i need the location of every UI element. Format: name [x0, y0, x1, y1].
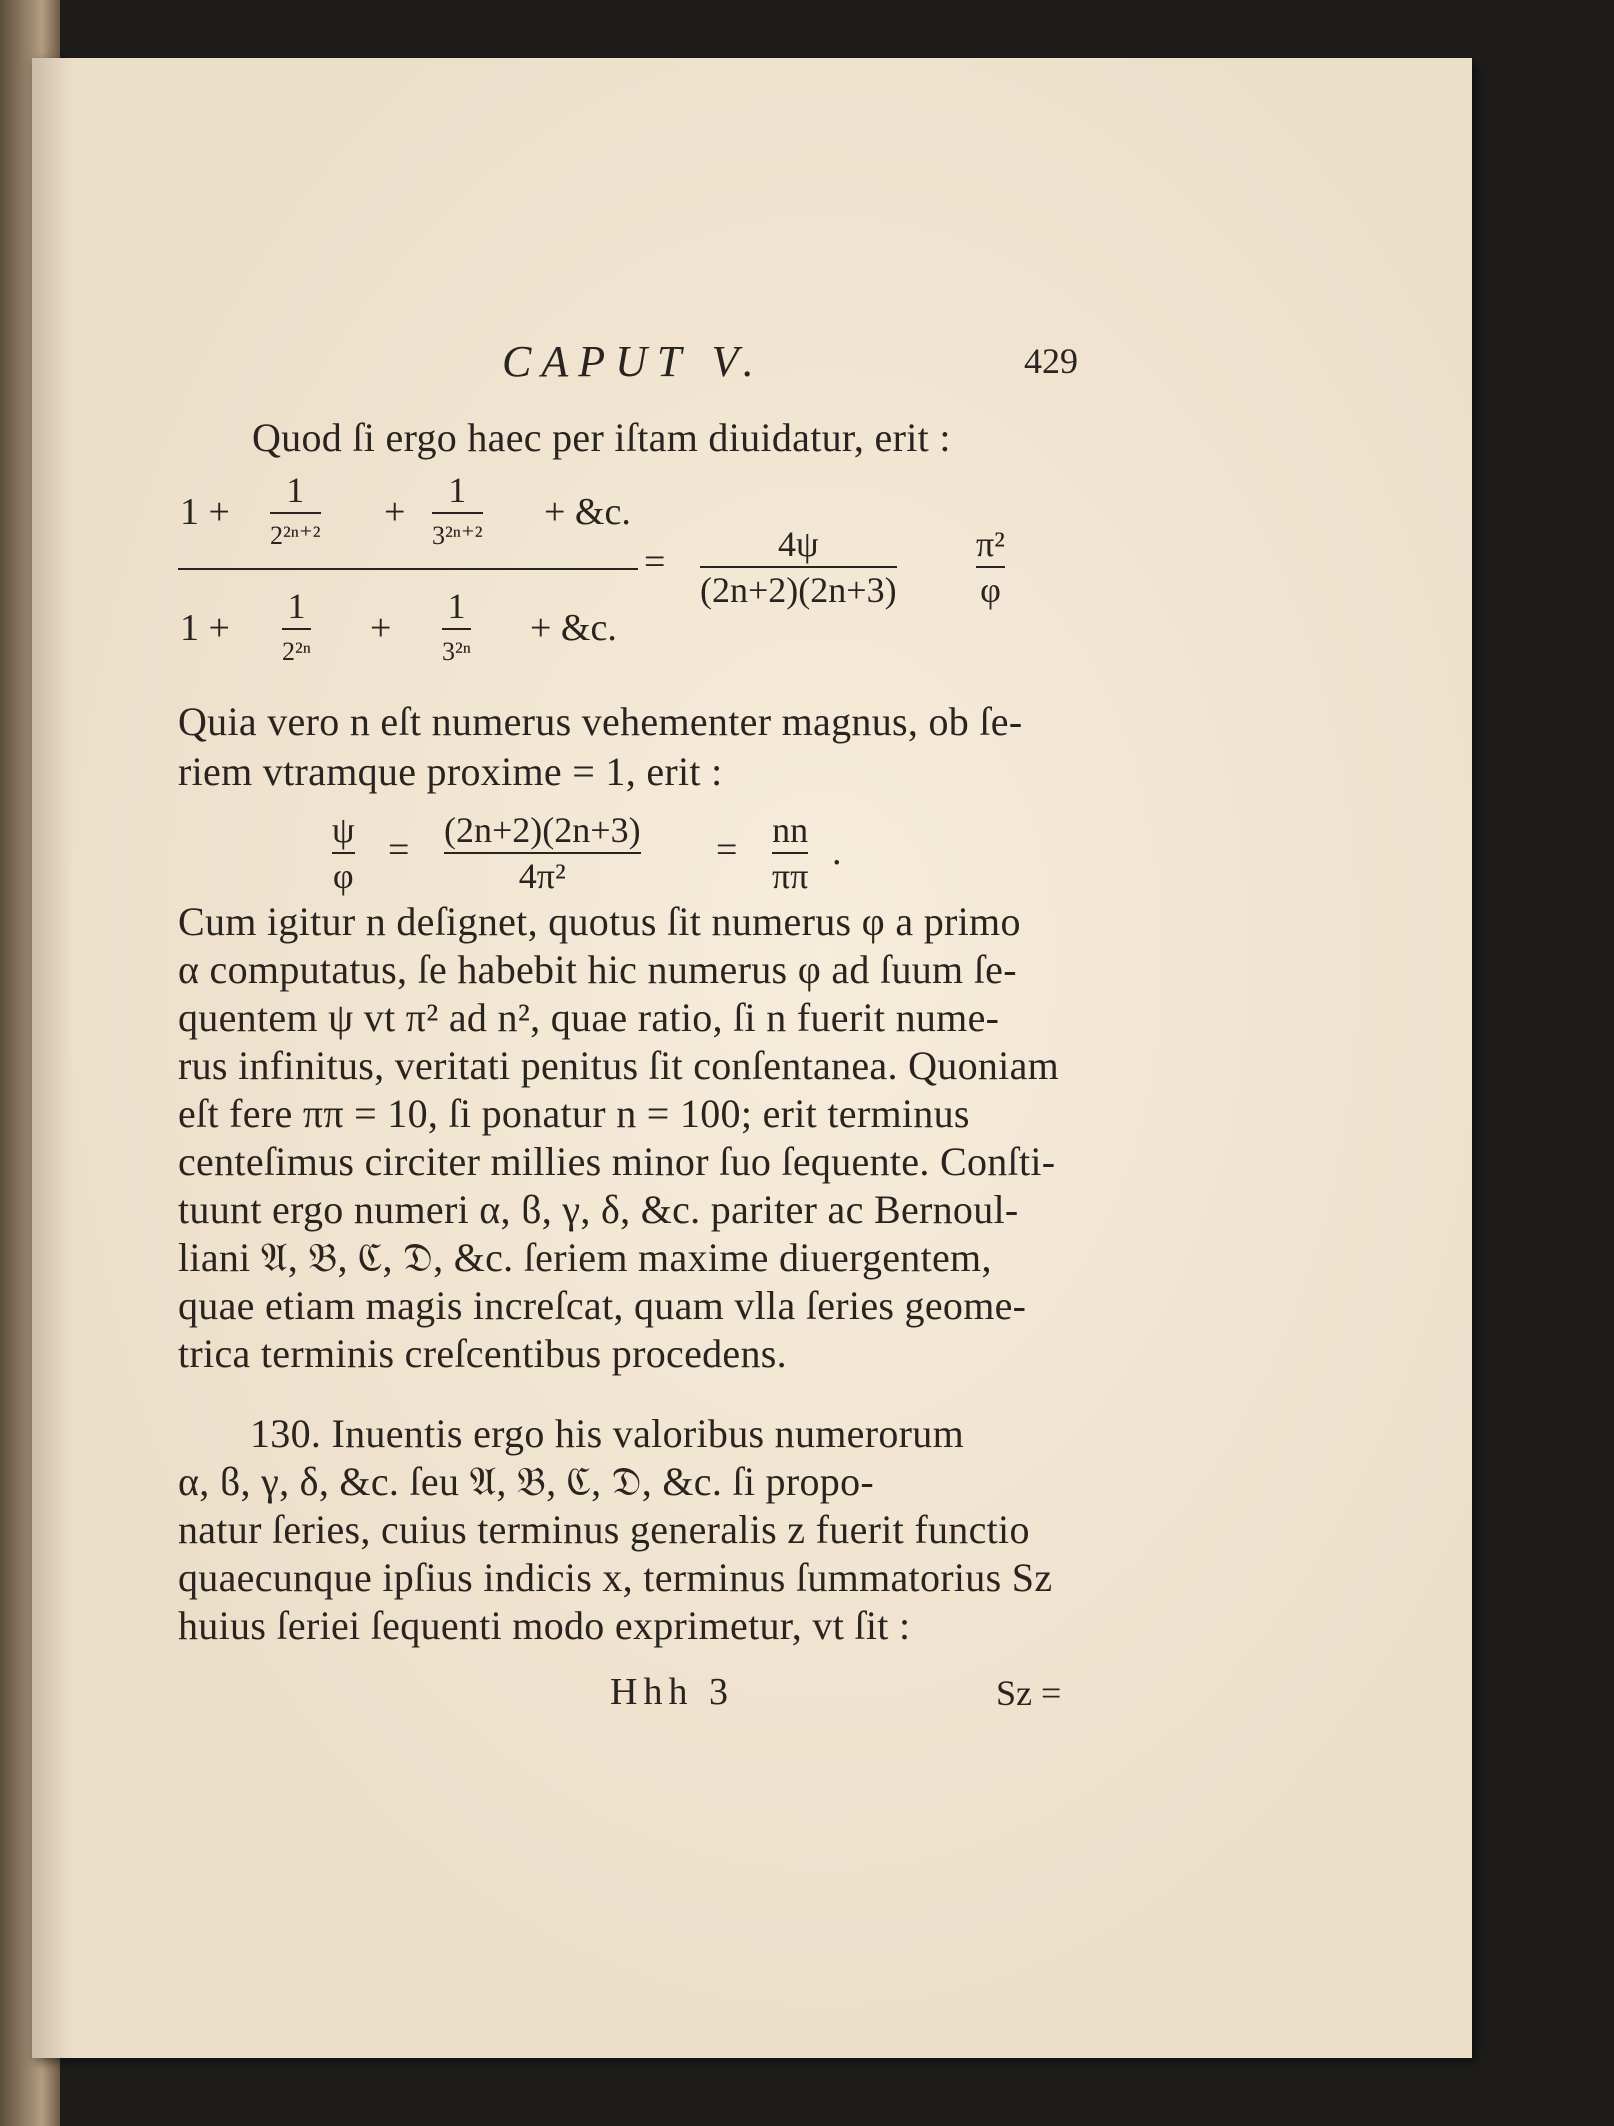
- catchword: Sz =: [996, 1673, 1062, 1713]
- book-page: [32, 58, 1472, 2058]
- eq2-mid-den: 4π²: [518, 856, 566, 896]
- eq1-num-frac1-den: 2²ⁿ⁺²: [270, 521, 321, 550]
- eq2-equals-2: =: [716, 829, 738, 871]
- eq2-rhs-den: ππ: [772, 856, 809, 896]
- paragraph-1-line-2: riem vtramque proxime = 1, erit :: [178, 749, 723, 794]
- eq1-den-frac1: [282, 584, 311, 674]
- paragraph-3-line-1: 130. Inuentis ergo his valoribus numerorum: [250, 1411, 964, 1456]
- paragraph-2-line-3: quentem ψ vt π² ad n², quae ratio, ſi n fuerit nume-: [178, 995, 1000, 1040]
- eq2-lhs-den: φ: [332, 856, 354, 896]
- eq1-den-frac2-num: 1: [447, 586, 466, 626]
- eq1-rhs-den: (2n+2)(2n+3): [700, 570, 897, 610]
- eq1-den-frac2-den: 3²ⁿ: [442, 637, 471, 666]
- paragraph-2-line-4: rus infinitus, veritati penitus ſit conſentanea. Quoniam: [178, 1043, 1060, 1088]
- eq1-den-frac1-num: 1: [287, 586, 306, 626]
- paragraph-2-line-6: centeſimus circiter millies minor ſuo ſequente. Conſti-: [178, 1139, 1056, 1184]
- eq1-rhs2-den: φ: [980, 570, 1001, 610]
- eq2-equals-1: =: [388, 829, 410, 871]
- paragraph-2-line-7: tuunt ergo numeri α, ϐ, γ, δ, &c. pariter ac Bernoul-: [178, 1187, 1019, 1232]
- eq1-main-fraction-bar: [178, 568, 638, 570]
- paragraph-2-line-9: quae etiam magis increſcat, quam vlla ſeries geome-: [178, 1283, 1027, 1328]
- page-number: 429: [1024, 341, 1078, 381]
- eq1-rhs2-frac: [976, 522, 1005, 612]
- paragraph-2-line-2: α computatus, ſe habebit hic numerus φ ad ſuum ſe-: [178, 947, 1017, 992]
- eq1-num-frac2-den: 3²ⁿ⁺²: [432, 521, 483, 550]
- paragraph-2-line-10: trica terminis creſcentibus procedens.: [178, 1331, 787, 1376]
- eq1-num-plus: +: [384, 491, 406, 533]
- eq2-lhs-frac: [332, 808, 355, 898]
- eq1-num-frac2: [432, 468, 483, 558]
- eq1-den-term1: 1 +: [180, 607, 230, 649]
- eq2-period: .: [832, 831, 842, 873]
- eq1-num-frac2-num: 1: [448, 470, 467, 510]
- eq1-den-frac1-den: 2²ⁿ: [282, 637, 311, 666]
- paragraph-3-line-3: natur ſeries, cuius terminus generalis z fuerit functio: [178, 1507, 1030, 1552]
- paragraph-2-line-8: liani 𝔄, 𝔅, ℭ, 𝔇, &c. ſeriem maxime diuergentem,: [178, 1235, 992, 1280]
- signature-mark: Hhh 3: [610, 1671, 734, 1713]
- paragraph-3-line-2: α, ϐ, γ, δ, &c. ſeu 𝔄, 𝔅, ℭ, 𝔇, &c. ſi propo-: [178, 1459, 875, 1504]
- eq1-num-etc: + &c.: [544, 491, 631, 533]
- eq1-num-frac1: [270, 468, 321, 558]
- eq2-lhs-num: ψ: [332, 810, 355, 850]
- paragraph-2-line-1: Cum igitur n deſignet, quotus ſit numerus φ a primo: [178, 899, 1021, 944]
- eq1-equals: =: [644, 541, 666, 583]
- eq1-den-frac2: [442, 584, 471, 674]
- eq2-mid-frac: [444, 808, 641, 898]
- paragraph-2-line-5: eſt fere ππ = 10, ſi ponatur n = 100; erit terminus: [178, 1091, 970, 1136]
- eq1-den-etc: + &c.: [530, 607, 617, 649]
- running-head: CAPUT V.: [502, 337, 764, 386]
- eq1-rhs-frac: [700, 522, 897, 612]
- eq1-num-term1: 1 +: [180, 491, 230, 533]
- eq1-num-frac1-num: 1: [286, 470, 305, 510]
- intro-line: Quod ſi ergo haec per iſtam diuidatur, erit :: [252, 415, 951, 460]
- eq1-rhs2-num: π²: [976, 524, 1005, 564]
- paragraph-1-line-1: Quia vero n eſt numerus vehementer magnus, ob ſe-: [178, 699, 1023, 744]
- eq1-rhs-num: 4ψ: [778, 524, 819, 564]
- paragraph-3-line-5: huius ſeriei ſequenti modo exprimetur, vt ſit :: [178, 1603, 911, 1648]
- eq2-rhs-num: nn: [772, 810, 809, 850]
- eq1-den-plus: +: [370, 607, 392, 649]
- eq2-rhs-frac: [772, 808, 808, 898]
- paragraph-3-line-4: quaecunque ipſius indicis x, terminus ſummatorius Sz: [178, 1555, 1053, 1600]
- eq2-mid-num: (2n+2)(2n+3): [444, 810, 641, 850]
